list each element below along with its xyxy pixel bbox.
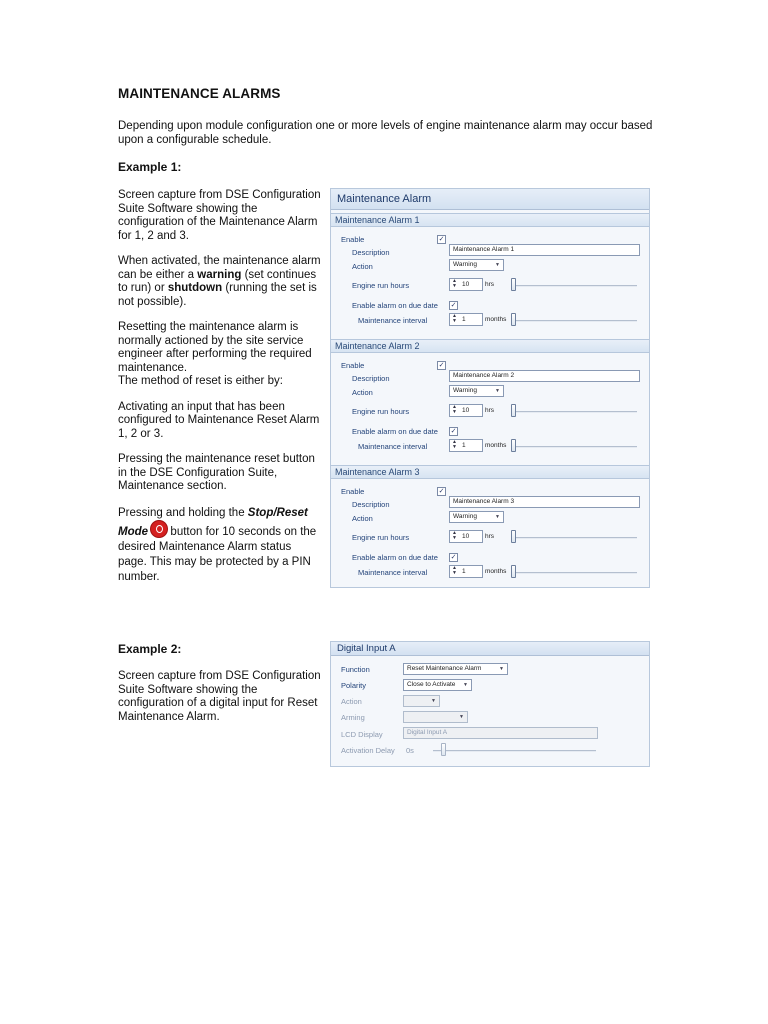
maintenance-interval-slider-track: [513, 320, 637, 322]
activation-delay-value: 0s: [406, 746, 414, 755]
chevron-down-icon: ▼: [495, 262, 500, 268]
maintenance-alarm-panel: [330, 188, 650, 588]
polarity-label: Polarity: [341, 681, 367, 690]
chevron-down-icon: ▼: [463, 682, 468, 688]
engine-run-hours-label: Engine run hours: [352, 533, 410, 542]
enable-checkbox[interactable]: ✓: [438, 488, 445, 495]
spinner-arrows-icon[interactable]: ▲ ▼: [452, 439, 457, 450]
maintenance-interval-label: Maintenance interval: [358, 568, 428, 577]
maintenance-alarm-group-title: Maintenance Alarm 3: [331, 465, 649, 479]
maintenance-interval-label: Maintenance interval: [358, 316, 428, 325]
lcd-display-label: LCD Display: [341, 730, 383, 739]
months-unit: months: [485, 568, 507, 575]
example-1-heading: Example 1:: [118, 160, 182, 174]
hrs-unit: hrs: [485, 407, 495, 414]
description-input[interactable]: Maintenance Alarm 3: [449, 496, 640, 508]
example-1-p6: Pressing and holding the Stop/Reset Mode button for 10 seconds on the desired Maintenance Alarm status page. This may be protected by a PIN number.: [118, 506, 317, 583]
shutdown-term: shutdown: [167, 282, 223, 294]
example-1-text: [118, 189, 323, 597]
example-2-p1: Screen capture from DSE Configuration Suite Software showing the configuration of a digital input for Reset Maintenance Alarm.: [118, 670, 321, 723]
spinner-arrows-icon[interactable]: ▲ ▼: [452, 530, 457, 541]
enable-due-date-checkbox[interactable]: ✓: [450, 302, 457, 309]
spinner-arrows-icon[interactable]: ▲ ▼: [452, 565, 457, 576]
activation-delay-label: Activation Delay: [341, 746, 395, 755]
maintenance-interval-spinner[interactable]: ▲ ▼ 1: [449, 313, 483, 326]
maintenance-alarm-group-1: [331, 213, 649, 339]
maintenance-interval-slider-thumb[interactable]: [511, 313, 516, 326]
spinner-arrows-icon[interactable]: ▲ ▼: [452, 313, 457, 324]
months-unit: months: [485, 442, 507, 449]
description-label: Description: [352, 248, 390, 257]
chevron-down-icon: ▼: [499, 666, 504, 672]
action-select[interactable]: Warning ▼: [449, 511, 504, 523]
maintenance-interval-slider-thumb[interactable]: [511, 565, 516, 578]
engine-run-hours-slider-track: [513, 537, 637, 539]
description-input[interactable]: Maintenance Alarm 1: [449, 244, 640, 256]
chevron-down-icon: ▼: [495, 514, 500, 520]
activation-delay-slider-track: [433, 750, 596, 752]
action-select[interactable]: Warning ▼: [449, 259, 504, 271]
action-label: Action: [352, 262, 373, 271]
example-1-p5: Pressing the maintenance reset button in the DSE Configuration Suite, Maintenance section.: [118, 453, 315, 492]
example-1-p4: Activating an input that has been configured to Maintenance Reset Alarm 1, 2 or 3.: [118, 400, 320, 440]
action-select[interactable]: [403, 695, 440, 707]
engine-run-hours-slider-thumb[interactable]: [511, 404, 516, 417]
enable-due-date-checkbox[interactable]: ✓: [450, 428, 457, 435]
maintenance-interval-label: Maintenance interval: [358, 442, 428, 451]
activation-delay-slider-thumb[interactable]: [441, 743, 446, 756]
months-unit: months: [485, 316, 507, 323]
digital-input-panel: [330, 641, 650, 767]
enable-checkbox[interactable]: ✓: [438, 362, 445, 369]
chevron-down-icon: ▼: [495, 388, 500, 394]
spinner-arrows-icon[interactable]: ▲ ▼: [452, 404, 457, 415]
enable-label: Enable: [341, 235, 365, 244]
chevron-down-icon: ▼: [459, 714, 464, 720]
engine-run-hours-spinner[interactable]: ▲ ▼ 10: [449, 278, 483, 291]
example-2-heading: Example 2:: [118, 642, 182, 656]
description-label: Description: [352, 374, 390, 383]
arming-label: Arming: [341, 713, 365, 722]
maintenance-alarm-panel-title: Maintenance Alarm: [331, 189, 649, 210]
maintenance-alarm-group-3: [331, 465, 649, 591]
engine-run-hours-label: Engine run hours: [352, 407, 410, 416]
engine-run-hours-slider-thumb[interactable]: [511, 530, 516, 543]
engine-run-hours-spinner[interactable]: ▲ ▼ 10: [449, 530, 483, 543]
engine-run-hours-slider-track: [513, 411, 637, 413]
function-label: Function: [341, 665, 370, 674]
function-select[interactable]: Reset Maintenance Alarm ▼: [403, 663, 508, 675]
maintenance-alarm-group-title: Maintenance Alarm 2: [331, 339, 649, 353]
warning-term: warning: [197, 268, 242, 281]
enable-label: Enable: [341, 361, 365, 370]
stop-reset-mode-term: Stop/Reset Mode: [118, 506, 308, 538]
action-label: Action: [352, 388, 373, 397]
lcd-display-input[interactable]: Digital Input A: [403, 727, 598, 739]
enable-due-date-label: Enable alarm on due date: [352, 553, 438, 562]
engine-run-hours-slider-track: [513, 285, 637, 287]
enable-due-date-checkbox[interactable]: ✓: [450, 554, 457, 561]
example-1-p1: Screen capture from DSE Configuration Suite Software showing the configuration of the Maintenance Alarm for 1, 2 and 3.: [118, 189, 321, 242]
maintenance-alarm-group-title: Maintenance Alarm 1: [331, 213, 649, 227]
intro-paragraph: Depending upon module configuration one or more levels of engine maintenance alarm may occur based upon a configurable schedule.: [118, 120, 653, 146]
hrs-unit: hrs: [485, 533, 495, 540]
description-label: Description: [352, 500, 390, 509]
example-2-text: [118, 670, 323, 736]
polarity-select[interactable]: Close to Activate ▼: [403, 679, 472, 691]
chevron-down-icon: ▼: [431, 698, 436, 704]
maintenance-interval-spinner[interactable]: ▲ ▼ 1: [449, 565, 483, 578]
hrs-unit: hrs: [485, 281, 495, 288]
engine-run-hours-label: Engine run hours: [352, 281, 410, 290]
engine-run-hours-slider-thumb[interactable]: [511, 278, 516, 291]
enable-label: Enable: [341, 487, 365, 496]
description-input[interactable]: Maintenance Alarm 2: [449, 370, 640, 382]
engine-run-hours-spinner[interactable]: ▲ ▼ 10: [449, 404, 483, 417]
action-label: Action: [341, 697, 362, 706]
enable-checkbox[interactable]: ✓: [438, 236, 445, 243]
enable-due-date-label: Enable alarm on due date: [352, 301, 438, 310]
digital-input-panel-title: Digital Input A: [331, 642, 649, 656]
maintenance-alarm-group-2: [331, 339, 649, 465]
spinner-arrows-icon[interactable]: ▲ ▼: [452, 278, 457, 289]
maintenance-interval-slider-track: [513, 446, 637, 448]
example-1-p2: When activated, the maintenance alarm can be either a warning (set continues to run) or shutdown (running the set is not possible).: [118, 255, 321, 308]
example-1-p3: Resetting the maintenance alarm is normally actioned by the site service engineer after performing the required maintenance. The method of reset is either by:: [118, 321, 312, 387]
stop-reset-mode-icon: [151, 521, 167, 537]
page-heading: MAINTENANCE ALARMS: [118, 86, 281, 101]
maintenance-interval-slider-track: [513, 572, 637, 574]
maintenance-interval-slider-thumb[interactable]: [511, 439, 516, 452]
action-label: Action: [352, 514, 373, 523]
arming-select[interactable]: [403, 711, 468, 723]
maintenance-interval-spinner[interactable]: ▲ ▼ 1: [449, 439, 483, 452]
enable-due-date-label: Enable alarm on due date: [352, 427, 438, 436]
action-select[interactable]: Warning ▼: [449, 385, 504, 397]
